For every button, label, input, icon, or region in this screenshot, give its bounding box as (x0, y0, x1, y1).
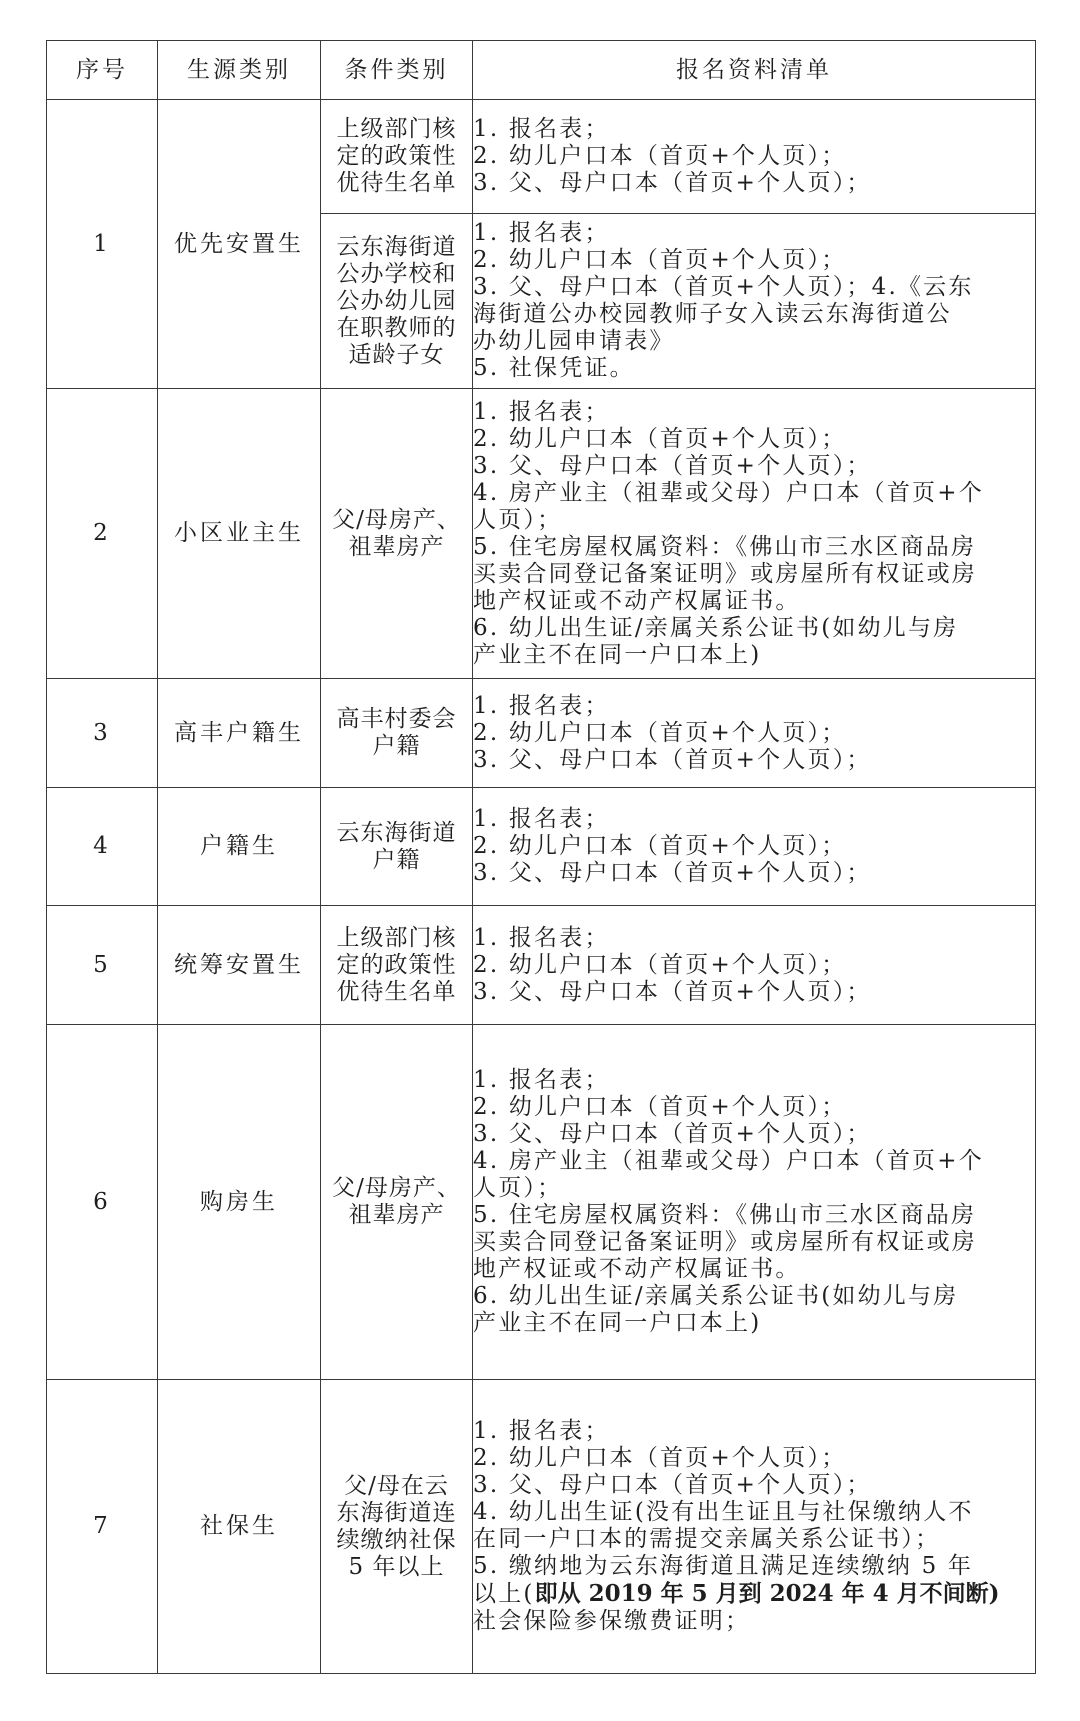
row-condition (321, 679, 473, 788)
row-materials (473, 1380, 1036, 1674)
table-row (47, 1025, 1036, 1380)
condition-line: 云东海街道 (336, 233, 457, 260)
row-student-category: 社保生 (158, 1380, 321, 1674)
material-item: 2. 幼儿户口本（首页+个人页）； (473, 143, 847, 169)
material-item: 3. 父、母户口本（首页+个人页）； (473, 978, 872, 1005)
material-item: 2. 幼儿户口本（首页+个人页）； (473, 425, 847, 452)
row-condition (321, 1380, 473, 1674)
condition-line: 优待生名单 (336, 978, 457, 1005)
condition-line: 适龄子女 (348, 341, 445, 368)
condition-line: 优待生名单 (336, 170, 457, 196)
row-serial-no: 6 (47, 1025, 158, 1380)
row-condition (321, 214, 473, 389)
condition-line: 上级部门核 (336, 924, 457, 951)
condition-line: 户籍 (372, 733, 421, 759)
condition-line: 祖辈房产 (348, 533, 445, 560)
condition-line: 高丰村委会 (336, 706, 457, 732)
material-item: 1. 报名表； (473, 924, 610, 951)
material-item: 2. 幼儿户口本（首页+个人页）； (473, 1445, 847, 1471)
material-item: 6. 幼儿出生证/亲属关系公证书(如幼儿与房 (473, 1283, 959, 1309)
material-item: 1. 报名表； (473, 806, 610, 832)
material-item: 2. 幼儿户口本（首页+个人页）； (473, 247, 847, 273)
row-student-category: 购房生 (158, 1025, 321, 1380)
material-item: 人页）； (473, 506, 563, 533)
row-student-category: 优先安置生 (158, 100, 321, 389)
material-item: 1. 报名表； (473, 220, 610, 246)
row-student-category: 统筹安置生 (158, 906, 321, 1025)
row-serial-no: 5 (47, 906, 158, 1025)
row-condition (321, 389, 473, 679)
material-item: 1. 报名表； (473, 116, 610, 142)
header-materials-list: 报名资料清单 (473, 41, 1036, 100)
condition-line: 父/母在云 (344, 1472, 449, 1499)
material-item: 5. 缴纳地为云东海街道且满足连续缴纳 5 年 (473, 1553, 974, 1579)
condition-line: 续缴纳社保 (336, 1526, 457, 1553)
material-item: 4. 房产业主（祖辈或父母）户口本（首页+个 (473, 479, 984, 506)
condition-line: 在职教师的 (336, 314, 457, 341)
material-item: 4. 幼儿出生证(没有出生证且与社保缴纳人不 (473, 1499, 974, 1525)
material-item: 3. 父、母户口本（首页+个人页）； (473, 1472, 872, 1498)
row-condition (321, 100, 473, 214)
table-row (47, 679, 1036, 788)
row-condition (321, 1025, 473, 1380)
material-item: 3. 父、母户口本（首页+个人页）； (473, 1121, 872, 1147)
condition-line: 公办幼儿园 (336, 287, 457, 314)
material-item: 产业主不在同一户口本上) (473, 641, 762, 668)
period-prefix: 以上( (473, 1581, 535, 1607)
material-item: 5. 住宅房屋权属资料：《佛山市三水区商品房 (473, 1202, 977, 1228)
row-student-category: 小区业主生 (158, 389, 321, 679)
material-item: 1. 报名表； (473, 692, 610, 719)
material-item: 3. 父、母户口本（首页+个人页）； (473, 746, 872, 773)
material-item: 1. 报名表； (473, 1418, 610, 1444)
row-materials (473, 389, 1036, 679)
row-condition (321, 906, 473, 1025)
material-item: 社会保险参保缴费证明； (473, 1608, 751, 1634)
row-materials (473, 679, 1036, 788)
material-item: 5. 社保凭证。 (473, 355, 635, 381)
condition-line: 公办学校和 (336, 260, 457, 287)
row-materials (473, 906, 1036, 1025)
period-bold-text: 即从 2019 年 5 月到 2024 年 4 月不间断) (534, 1580, 1000, 1607)
row-materials (473, 1025, 1036, 1380)
registration-materials-table (46, 40, 1036, 1674)
material-item: 2. 幼儿户口本（首页+个人页）； (473, 951, 847, 978)
table-header-row (47, 41, 1036, 100)
row-condition (321, 788, 473, 906)
row-serial-no: 7 (47, 1380, 158, 1674)
row-serial-no: 4 (47, 788, 158, 906)
header-serial-no: 序号 (47, 41, 158, 100)
material-item: 3. 父、母户口本（首页+个人页）； (473, 170, 872, 196)
material-item: 5. 住宅房屋权属资料：《佛山市三水区商品房 (473, 533, 977, 560)
material-item: 办幼儿园申请表》 (473, 328, 675, 354)
row-materials (473, 788, 1036, 906)
material-item: 海街道公办校园教师子女入读云东海街道公 (473, 301, 952, 327)
material-item: 地产权证或不动产权属证书。 (473, 1256, 801, 1282)
condition-line: 云东海街道 (336, 819, 457, 846)
table-row (47, 906, 1036, 1025)
material-item: 2. 幼儿户口本（首页+个人页）； (473, 1094, 847, 1120)
row-serial-no: 3 (47, 679, 158, 788)
row-student-category: 户籍生 (158, 788, 321, 906)
material-item: 1. 报名表； (473, 398, 610, 425)
material-item: 在同一户口本的需提交亲属关系公证书）； (473, 1526, 941, 1552)
row-materials (473, 214, 1036, 389)
condition-line: 祖辈房产 (348, 1202, 445, 1228)
table-row (47, 389, 1036, 679)
row-materials (473, 100, 1036, 214)
material-item: 地产权证或不动产权属证书。 (473, 587, 801, 614)
material-item: 买卖合同登记备案证明》或房屋所有权证或房 (473, 560, 977, 587)
material-item: 2. 幼儿户口本（首页+个人页）； (473, 833, 847, 859)
condition-line: 东海街道连 (336, 1499, 457, 1526)
material-item: 2. 幼儿户口本（首页+个人页）； (473, 719, 847, 746)
material-item: 人页）； (473, 1175, 563, 1201)
row-student-category: 高丰户籍生 (158, 679, 321, 788)
header-student-category: 生源类别 (158, 41, 321, 100)
table-row (47, 1380, 1036, 1674)
condition-line: 定的政策性 (336, 143, 457, 169)
material-item: 产业主不在同一户口本上) (473, 1310, 762, 1336)
material-item: 3. 父、母户口本（首页+个人页）； (473, 452, 872, 479)
condition-line: 户籍 (372, 846, 421, 873)
table-row (47, 100, 1036, 214)
material-item: 4. 房产业主（祖辈或父母）户口本（首页+个 (473, 1148, 984, 1174)
table-row (47, 788, 1036, 906)
material-item: 3. 父、母户口本（首页+个人页）； (473, 860, 872, 886)
material-item: 买卖合同登记备案证明》或房屋所有权证或房 (473, 1229, 977, 1255)
material-item: 1. 报名表； (473, 1067, 610, 1093)
material-item: 6. 幼儿出生证/亲属关系公证书(如幼儿与房 (473, 614, 959, 641)
material-item-period (473, 1580, 1035, 1608)
material-item: 3. 父、母户口本（首页+个人页）；4.《云东 (473, 274, 974, 300)
condition-line: 父/母房产、 (332, 506, 461, 533)
row-serial-no: 1 (47, 100, 158, 389)
row-serial-no: 2 (47, 389, 158, 679)
condition-line: 上级部门核 (336, 116, 457, 142)
header-condition-category: 条件类别 (321, 41, 473, 100)
condition-line: 定的政策性 (336, 951, 457, 978)
condition-line: 父/母房产、 (332, 1175, 461, 1201)
condition-line: 5 年以上 (348, 1553, 445, 1580)
